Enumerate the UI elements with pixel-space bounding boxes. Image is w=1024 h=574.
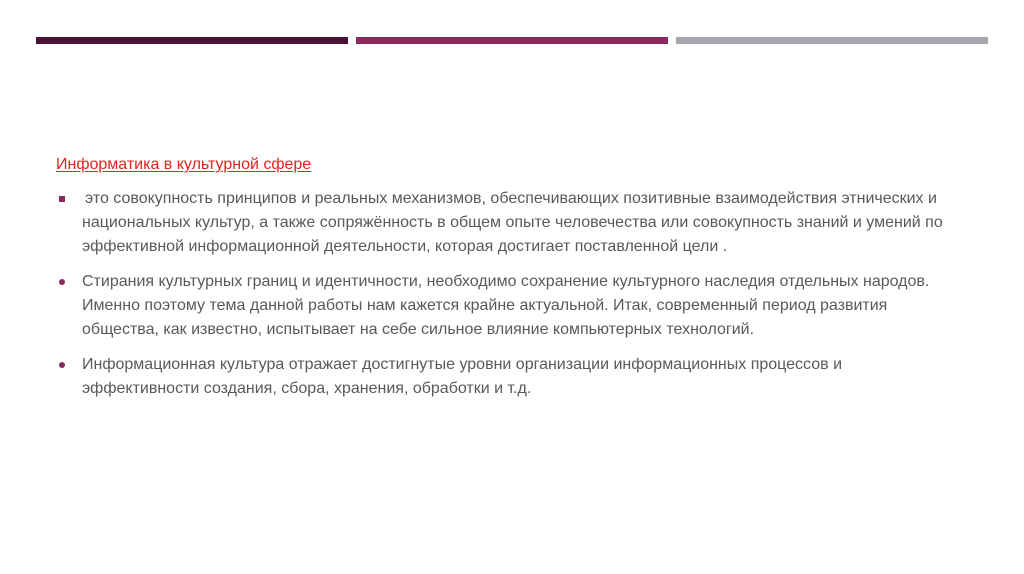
accent-bar-dark (36, 37, 348, 44)
bullet-item (56, 187, 956, 259)
bullet-item (56, 353, 956, 401)
dot-bullet-icon (56, 359, 68, 371)
bullet-text: Информационная культура отражает достигнутые уровни организации информационных процессов и эффективности создания, сбора, хранения, обработки и т.д. (82, 356, 843, 397)
bullet-item (56, 270, 956, 342)
accent-bar-magenta (356, 37, 668, 44)
slide-content (56, 153, 956, 412)
dot-bullet-icon (56, 276, 68, 288)
bullet-text: Стирания культурных границ и идентичности, необходимо сохранение культурного наследия отдельных народов. Именно поэтому тема данной работы нам кажется крайне актуальной. Итак, современный период развития общества, как известно, испытывает на себе сильное влияние компьютерных технологий. (82, 273, 930, 338)
square-bullet-icon (56, 193, 68, 205)
slide-heading: Информатика в культурной сфере (56, 156, 312, 173)
accent-bar-gray (676, 37, 988, 44)
bullet-list (56, 187, 956, 401)
bullet-text: это совокупность принципов и реальных механизмов, обеспечивающих позитивные взаимодействия этнических и национальных культур, а также сопряжённость в общем опыте человечества или совокупность знаний и умений по эффективной информационной деятельности, которая достигает поставленной цели . (82, 190, 943, 255)
